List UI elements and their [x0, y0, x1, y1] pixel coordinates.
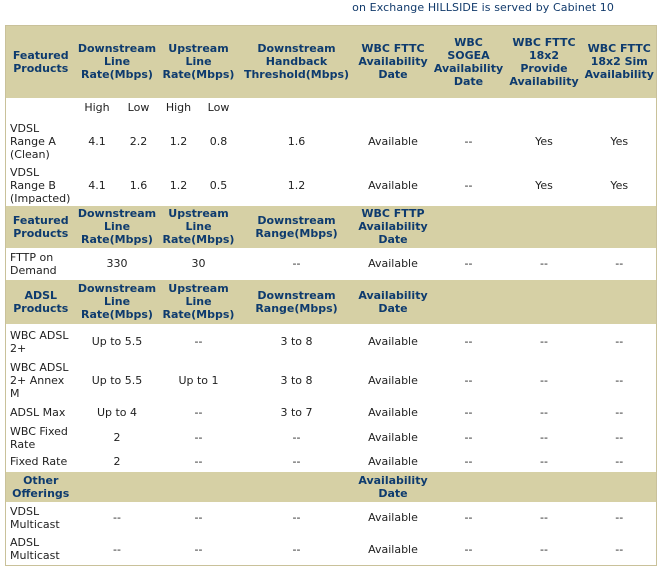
empty-value-cell: --: [583, 324, 657, 360]
availability-date-cell: Available: [355, 502, 432, 534]
fttc-date-cell: Available: [355, 118, 432, 166]
col-header-upstream-rate: Upstream Line Rate(Mbps): [159, 26, 239, 98]
high-low-subheader-row: [6, 98, 657, 118]
up-low-cell: 0.5: [199, 166, 239, 206]
empty-value-cell: --: [583, 424, 657, 452]
product-name: VDSL Range B (Impacted): [6, 166, 76, 206]
downstream-range-cell: 3 to 7: [239, 402, 355, 424]
downstream-range-cell: --: [239, 502, 355, 534]
empty-value-cell: --: [506, 534, 583, 566]
table-row: [6, 360, 657, 402]
fttc-date-cell: Available: [355, 166, 432, 206]
col-header-18x2-provide: WBC FTTC 18x2 Provide Availability: [506, 26, 583, 98]
product-name: WBC ADSL 2+: [6, 324, 76, 360]
downstream-range-cell: 3 to 8: [239, 360, 355, 402]
table-row: [6, 534, 657, 566]
downstream-rate-cell: Up to 5.5: [76, 360, 159, 402]
empty-value-cell: --: [432, 502, 506, 534]
provide-cell: Yes: [506, 166, 583, 206]
col-header-upstream-rate: Upstream Line Rate(Mbps): [159, 206, 239, 248]
upstream-rate-cell: --: [159, 424, 239, 452]
up-high-cell: 1.2: [159, 166, 199, 206]
availability-date-cell: Available: [355, 424, 432, 452]
empty-value-cell: --: [583, 248, 657, 280]
empty-value-cell: --: [506, 502, 583, 534]
table-row: [6, 502, 657, 534]
table-row: [6, 452, 657, 472]
downstream-range-cell: 3 to 8: [239, 324, 355, 360]
availability-date-cell: Available: [355, 324, 432, 360]
down-low-cell: 2.2: [119, 118, 159, 166]
table-row: [6, 402, 657, 424]
subheader-up-low: Low: [199, 98, 239, 118]
availability-date-cell: Available: [355, 360, 432, 402]
table-row: [6, 424, 657, 452]
col-header-upstream-rate: Upstream Line Rate(Mbps): [159, 280, 239, 324]
empty-value-cell: --: [432, 402, 506, 424]
empty-value-cell: --: [432, 424, 506, 452]
col-header-other-offerings: Other Offerings: [6, 472, 76, 502]
empty-value-cell: --: [506, 424, 583, 452]
downstream-rate-cell: 2: [76, 424, 159, 452]
product-name: VDSL Range A (Clean): [6, 118, 76, 166]
empty-value-cell: --: [432, 534, 506, 566]
empty-value-cell: --: [432, 360, 506, 402]
sogea-date-cell: --: [432, 118, 506, 166]
col-header-downstream-rate: Downstream Line Rate(Mbps): [76, 26, 159, 98]
sim-cell: Yes: [583, 166, 657, 206]
product-name: FTTP on Demand: [6, 248, 76, 280]
col-header-downstream-rate: Downstream Line Rate(Mbps): [76, 280, 159, 324]
other-header-row: [6, 472, 657, 502]
col-header-featured-products: Featured Products: [6, 206, 76, 248]
empty-value-cell: --: [506, 402, 583, 424]
empty-value-cell: --: [432, 248, 506, 280]
table-row: [6, 324, 657, 360]
upstream-rate-cell: --: [159, 452, 239, 472]
empty-value-cell: --: [583, 534, 657, 566]
downstream-rate-cell: 2: [76, 452, 159, 472]
product-name: Fixed Rate: [6, 452, 76, 472]
table-row: [6, 118, 657, 166]
downstream-rate-cell: Up to 4: [76, 402, 159, 424]
product-name: WBC Fixed Rate: [6, 424, 76, 452]
col-header-availability-date: Availability Date: [355, 280, 432, 324]
col-header-wbc-sogea-date: WBC SOGEA Availability Date: [432, 26, 506, 98]
down-low-cell: 1.6: [119, 166, 159, 206]
fttp-header-row: [6, 206, 657, 248]
empty-value-cell: --: [583, 402, 657, 424]
col-header-handback-threshold: Downstream Handback Threshold(Mbps): [239, 26, 355, 98]
col-header-wbc-fttc-date: WBC FTTC Availability Date: [355, 26, 432, 98]
exchange-cabinet-note: on Exchange HILLSIDE is served by Cabinet 10: [352, 1, 614, 14]
col-header-featured-products: Featured Products: [6, 26, 76, 98]
product-name: WBC ADSL 2+ Annex M: [6, 360, 76, 402]
product-name: ADSL Multicast: [6, 534, 76, 566]
col-header-downstream-range: Downstream Range(Mbps): [239, 280, 355, 324]
table-row: [6, 166, 657, 206]
downstream-rate-cell: 330: [76, 248, 159, 280]
subheader-down-high: High: [76, 98, 119, 118]
downstream-rate-cell: --: [76, 502, 159, 534]
provide-cell: Yes: [506, 118, 583, 166]
empty-value-cell: --: [506, 324, 583, 360]
up-high-cell: 1.2: [159, 118, 199, 166]
adsl-header-row: [6, 280, 657, 324]
upstream-rate-cell: --: [159, 324, 239, 360]
fttc-header-row: [6, 26, 657, 98]
upstream-rate-cell: 30: [159, 248, 239, 280]
upstream-rate-cell: Up to 1: [159, 360, 239, 402]
empty-value-cell: --: [583, 502, 657, 534]
availability-date-cell: Available: [355, 402, 432, 424]
empty-value-cell: --: [583, 452, 657, 472]
down-high-cell: 4.1: [76, 166, 119, 206]
product-name: ADSL Max: [6, 402, 76, 424]
upstream-rate-cell: --: [159, 402, 239, 424]
empty-value-cell: --: [506, 452, 583, 472]
availability-date-cell: Available: [355, 248, 432, 280]
downstream-range-cell: --: [239, 452, 355, 472]
upstream-rate-cell: --: [159, 502, 239, 534]
col-header-wbc-fttp-date: WBC FTTP Availability Date: [355, 206, 432, 248]
handback-cell: 1.6: [239, 118, 355, 166]
downstream-range-cell: --: [239, 534, 355, 566]
col-header-downstream-range: Downstream Range(Mbps): [239, 206, 355, 248]
broadband-availability-table: [5, 25, 657, 566]
handback-cell: 1.2: [239, 166, 355, 206]
downstream-range-cell: --: [239, 424, 355, 452]
subheader-up-high: High: [159, 98, 199, 118]
table-row: [6, 248, 657, 280]
empty-value-cell: --: [432, 324, 506, 360]
sogea-date-cell: --: [432, 166, 506, 206]
upstream-rate-cell: --: [159, 534, 239, 566]
subheader-down-low: Low: [119, 98, 159, 118]
availability-date-cell: Available: [355, 534, 432, 566]
sim-cell: Yes: [583, 118, 657, 166]
down-high-cell: 4.1: [76, 118, 119, 166]
col-header-18x2-sim: WBC FTTC 18x2 Sim Availability: [583, 26, 657, 98]
availability-date-cell: Available: [355, 452, 432, 472]
empty-value-cell: --: [583, 360, 657, 402]
downstream-rate-cell: Up to 5.5: [76, 324, 159, 360]
empty-value-cell: --: [506, 248, 583, 280]
col-header-availability-date: Availability Date: [355, 472, 432, 502]
product-name: VDSL Multicast: [6, 502, 76, 534]
empty-value-cell: --: [506, 360, 583, 402]
col-header-adsl-products: ADSL Products: [6, 280, 76, 324]
empty-value-cell: --: [432, 452, 506, 472]
col-header-downstream-rate: Downstream Line Rate(Mbps): [76, 206, 159, 248]
up-low-cell: 0.8: [199, 118, 239, 166]
downstream-rate-cell: --: [76, 534, 159, 566]
downstream-range-cell: --: [239, 248, 355, 280]
